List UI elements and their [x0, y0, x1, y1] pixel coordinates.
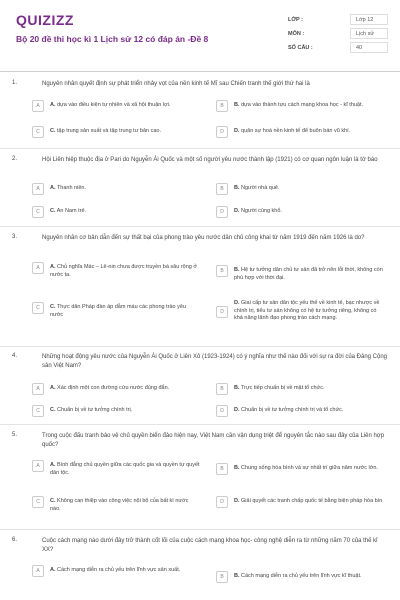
question-number: 6.: [12, 537, 18, 543]
option-key: D.: [234, 300, 240, 306]
meta-label: MÔN :: [288, 31, 305, 37]
option-key: C.: [50, 128, 56, 134]
question-divider: [0, 529, 400, 530]
option-key: A.: [50, 264, 56, 270]
option-key: C.: [50, 208, 56, 214]
question-divider: [0, 226, 400, 227]
question-1: [10, 80, 390, 150]
question-text: Trong cuộc đấu tranh bảo vệ chủ quyền biển đảo hiện nay, Việt Nam cần vận dụng triệt để nguyên tắc nào sau đây của Liên hợp quốc?: [42, 433, 385, 448]
option-letter: C: [32, 405, 44, 417]
option-key: D.: [234, 407, 240, 413]
option-letter: B: [216, 383, 228, 395]
option-key: A.: [50, 462, 56, 468]
option-text: Bình đẳng chủ quyền giữa các quốc gia và quyền tự quyết dân tộc.: [50, 462, 200, 476]
option-letter: A: [32, 460, 44, 472]
option-text: Thanh niên.: [56, 185, 86, 191]
meta-subject: [288, 28, 388, 42]
option-text: Chủ nghĩa Mác – Lê-nin chưa được truyền bá sâu rộng ở nước ta.: [50, 264, 197, 278]
question-number: 2.: [12, 156, 18, 162]
option-text: tập trung sản xuất và tập trung tư bản cao.: [57, 128, 162, 134]
option-key: C.: [50, 304, 56, 310]
option-text: Xác định một con đường cứu nước đúng đắn.: [57, 385, 170, 391]
option-text: Chuẩn bị về tư tưởng chính trị và tổ chức.: [241, 407, 344, 413]
question-number: 5.: [12, 432, 18, 438]
option-text: Giai cấp tư sản dân tộc yếu thế về kinh tế, bạc nhược về chính trị, tiểu tư sản không có hệ tư tưởng riêng, không có khả năng lãnh đạo phong trào cách mạng.: [234, 300, 380, 321]
question-number: 1.: [12, 80, 18, 86]
option-letter: D: [216, 496, 228, 508]
option-text: Không can thiệp vào công việc nội bộ của bất kì nước nào.: [50, 498, 189, 512]
option-key: B.: [234, 573, 240, 579]
question-text: Nguyên nhân quyết định sự phát triển nhảy vọt của nền kinh tế Mĩ sau Chiến tranh thế giới thứ hai là: [42, 81, 310, 87]
option-letter: A: [32, 565, 44, 577]
question-divider: [0, 148, 400, 149]
option-text: Hệ tư tưởng dân chủ tư sản đã trở nên lỗi thời, không còn phù hợp với thời đại.: [234, 267, 383, 281]
option-text: An Nam trẻ.: [56, 208, 87, 214]
option-letter: C: [32, 302, 44, 314]
option-text: Cách mạng diễn ra chủ yếu trên lĩnh vực sản xuất.: [57, 567, 181, 573]
question-4: [10, 353, 390, 423]
option-text: quân sự hoá nền kinh tế để buôn bán vũ khí.: [241, 128, 351, 134]
meta-value: Lớp 12: [350, 14, 388, 25]
meta-box: [288, 14, 388, 56]
question-3: [10, 234, 390, 344]
option-letter: A: [32, 100, 44, 112]
option-letter: A: [32, 383, 44, 395]
option-key: B.: [234, 385, 240, 391]
question-divider: [0, 424, 400, 425]
meta-value: 40: [350, 42, 388, 53]
header-divider: [0, 71, 400, 72]
option-letter: A: [32, 183, 44, 195]
header: [0, 0, 400, 70]
option-letter: B: [216, 463, 228, 475]
option-key: B.: [234, 102, 240, 108]
option-key: B.: [234, 465, 240, 471]
option-key: A.: [50, 185, 56, 191]
option-text: Trực tiếp chuẩn bị về mặt tổ chức.: [240, 385, 325, 391]
meta-label: SỐ CÂU :: [288, 45, 313, 51]
option-text: Chung sống hòa bình và sự nhất trí giữa năm nước lớn.: [241, 465, 378, 471]
meta-class: [288, 14, 388, 28]
question-text: Những hoạt động yêu nước của Nguyễn Ái Quốc ở Liên Xô (1923-1924) có ý nghĩa như thế nào đối với sự ra đời của Đảng Cộng sản Việt Nam?: [42, 354, 388, 369]
option-letter: D: [216, 306, 228, 318]
option-letter: B: [216, 100, 228, 112]
option-key: D.: [234, 498, 240, 504]
option-text: Giải quyết các tranh chấp quốc tế bằng biện pháp hòa bìn: [241, 498, 383, 504]
question-text: Nguyên nhân cơ bản dẫn đến sự thất bại của phong trào yêu nước dân chủ công khai từ năm 1919 đến năm 1926 là do?: [42, 235, 365, 241]
option-letter: C: [32, 206, 44, 218]
question-number: 3.: [12, 234, 18, 240]
quizizz-logo: QUIZIZZ: [16, 12, 74, 28]
question-5: [10, 432, 390, 527]
meta-label: LỚP :: [288, 17, 303, 23]
option-key: C.: [50, 407, 56, 413]
question-6: [10, 537, 390, 600]
document-title: Bộ 20 đề thi học kì 1 Lịch sử 12 có đáp án -Đề 8: [16, 34, 209, 44]
option-key: D.: [234, 208, 240, 214]
option-key: B.: [234, 185, 240, 191]
option-letter: B: [216, 183, 228, 195]
option-key: A.: [50, 102, 56, 108]
question-2: [10, 156, 390, 226]
option-text: dựa vào thành tựu cách mạng khoa học - kĩ thuật.: [241, 102, 364, 108]
option-text: Người nhà quê.: [241, 185, 280, 191]
meta-count: [288, 42, 388, 56]
question-divider: [0, 346, 400, 347]
option-text: dựa vào điều kiện tự nhiên và xã hội thuận lợi.: [57, 102, 171, 108]
option-key: A.: [50, 567, 56, 573]
option-key: C.: [50, 498, 56, 504]
option-letter: D: [216, 405, 228, 417]
option-text: Người cùng khổ.: [241, 208, 282, 214]
option-letter: A: [32, 262, 44, 274]
option-text: Cách mạng diễn ra chủ yếu trên lĩnh vực kĩ thuật.: [241, 573, 362, 579]
option-letter: C: [32, 126, 44, 138]
meta-value: Lịch sử: [350, 28, 388, 39]
option-letter: D: [216, 206, 228, 218]
option-text: Chuẩn bị về tư tưởng chính trị.: [57, 407, 133, 413]
option-text: Thực dân Pháp đàn áp dẫm máu các phong trào yêu nước: [50, 304, 186, 318]
question-number: 4.: [12, 353, 18, 359]
question-text: Hội Liên hiệp thuộc địa ở Pari do Nguyễn Ái Quốc và một số người yêu nước thành lập (1921) có cơ quan ngôn luận là tờ báo: [42, 157, 378, 163]
option-letter: B: [216, 571, 228, 583]
option-letter: B: [216, 265, 228, 277]
option-letter: C: [32, 496, 44, 508]
option-key: A.: [50, 385, 56, 391]
option-key: D.: [234, 128, 240, 134]
option-letter: D: [216, 126, 228, 138]
question-text: Cuộc cách mạng nào dưới đây trở thành cốt lõi của cuộc cách mạng khoa học- công nghệ diễn ra từ những năm 70 của thế kỉ XX?: [42, 538, 378, 553]
option-key: B.: [234, 267, 240, 273]
